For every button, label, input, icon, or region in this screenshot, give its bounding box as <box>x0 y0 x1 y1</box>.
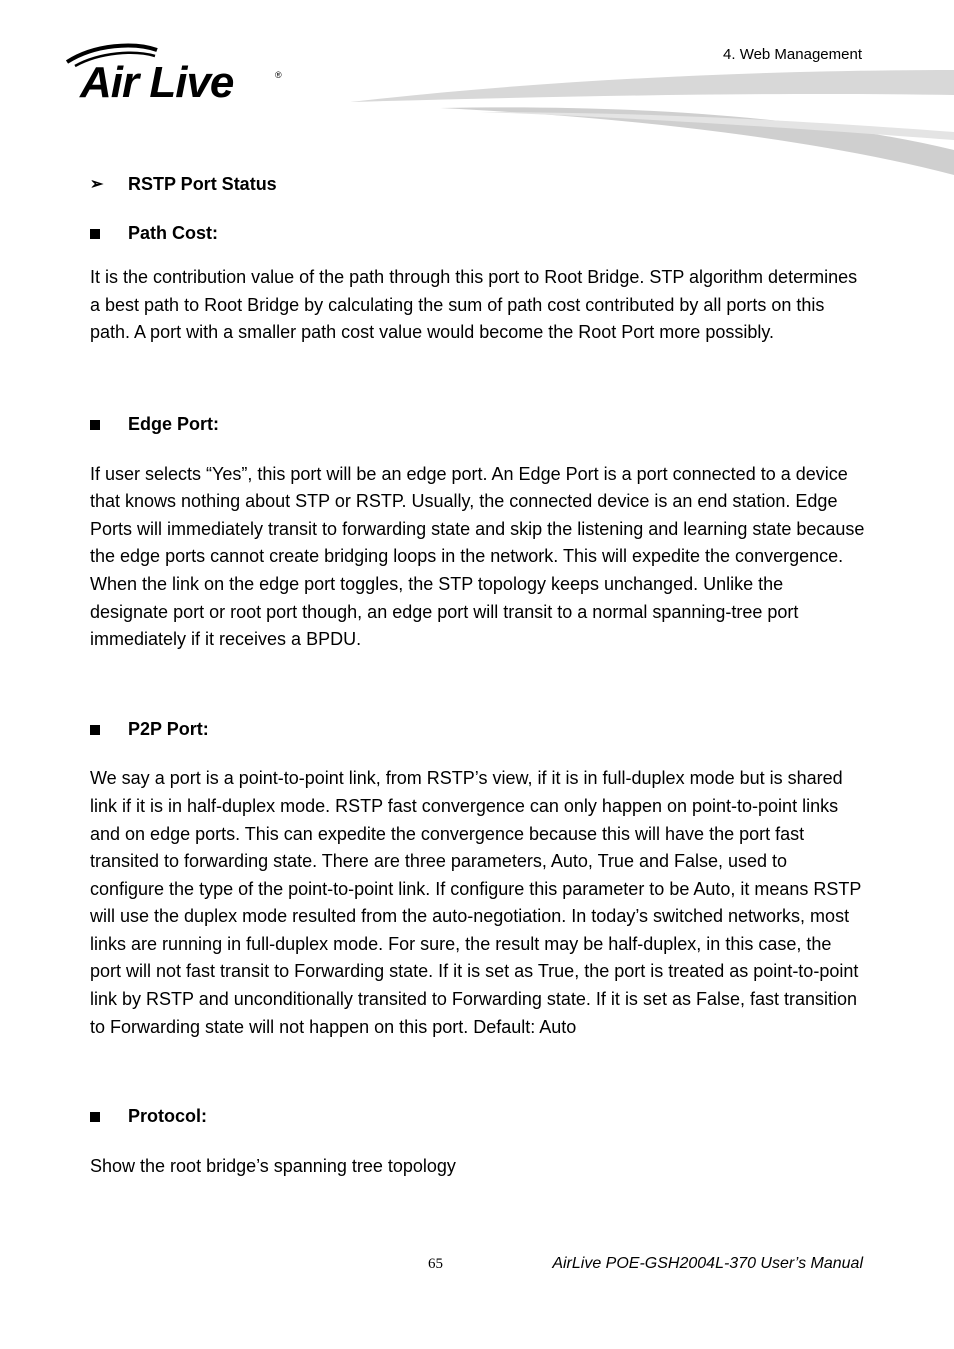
airlive-logo <box>60 40 300 110</box>
square-bullet-icon <box>90 229 100 239</box>
chapter-heading: 4. Web Management <box>723 46 862 63</box>
square-bullet-icon <box>90 420 100 430</box>
square-bullet-icon <box>90 725 100 735</box>
protocol-heading: Protocol: <box>90 1103 865 1131</box>
manual-title: AirLive POE-GSH2004L-370 User’s Manual <box>552 1255 863 1272</box>
page-number: 65 <box>428 1256 443 1272</box>
p2p-port-description: We say a port is a point-to-point link, from RSTP’s view, if it is in full-duplex mode but is shared link if it is in half-duplex mode. RSTP fast convergence can only happen on point-to-point links and on edge ports. This can expedite the convergence because this will have the port fast transited to forwarding state. There are three parameters, Auto, True and False, used to configure the type of the point-to-point link. If configure this parameter to be Auto, it means RSTP will use the duplex mode resulted from the auto-negotiation. In today’s switched networks, most links are running in full-duplex mode. For sure, the result may be half-duplex, in this case, the port will not fast transit to Forwarding state. If it is set as True, the port is treated as point-to-point link by RSTP and unconditionally transited to Forwarding state. If it is set as False, fast transition to Forwarding state will not happen on this port. Default: Auto <box>90 768 862 1037</box>
edge-port-description: If user selects “Yes”, this port will be an edge port. An Edge Port is a port connected to a device that knows nothing about STP or RSTP. Usually, the connected device is an end station. Edge Ports will immediately transit to forwarding state and skip the listening and learning state because the edge ports cannot create bridging loops in the network. This will expedite the convergence. When the link on the edge port toggles, the STP topology keeps unchanged. Unlike the designate port or root port though, an edge port will transit to a normal spanning-tree port immediately if it receives a BPDU. <box>90 463 865 650</box>
protocol-description: Show the root bridge’s spanning tree topology <box>90 1155 456 1176</box>
path-cost-heading: Path Cost: <box>90 220 865 248</box>
edge-port-heading: Edge Port: <box>90 411 865 439</box>
page-content <box>90 170 865 1180</box>
square-bullet-icon <box>90 1112 100 1122</box>
logo-text: Air Live <box>80 58 234 107</box>
logo-registered-mark: ® <box>275 70 282 80</box>
p2p-port-heading: P2P Port: <box>90 716 865 744</box>
path-cost-description: It is the contribution value of the path through this port to Root Bridge. STP algorithm determines a best path to Root Bridge by calculating the sum of path cost contributed by all ports on this path. A port with a smaller path cost value would become the Root Port more possibly. <box>90 267 858 343</box>
rstp-port-status-heading: ➢ RSTP Port Status <box>90 173 277 194</box>
arrow-bullet-icon: ➢ <box>90 176 104 193</box>
